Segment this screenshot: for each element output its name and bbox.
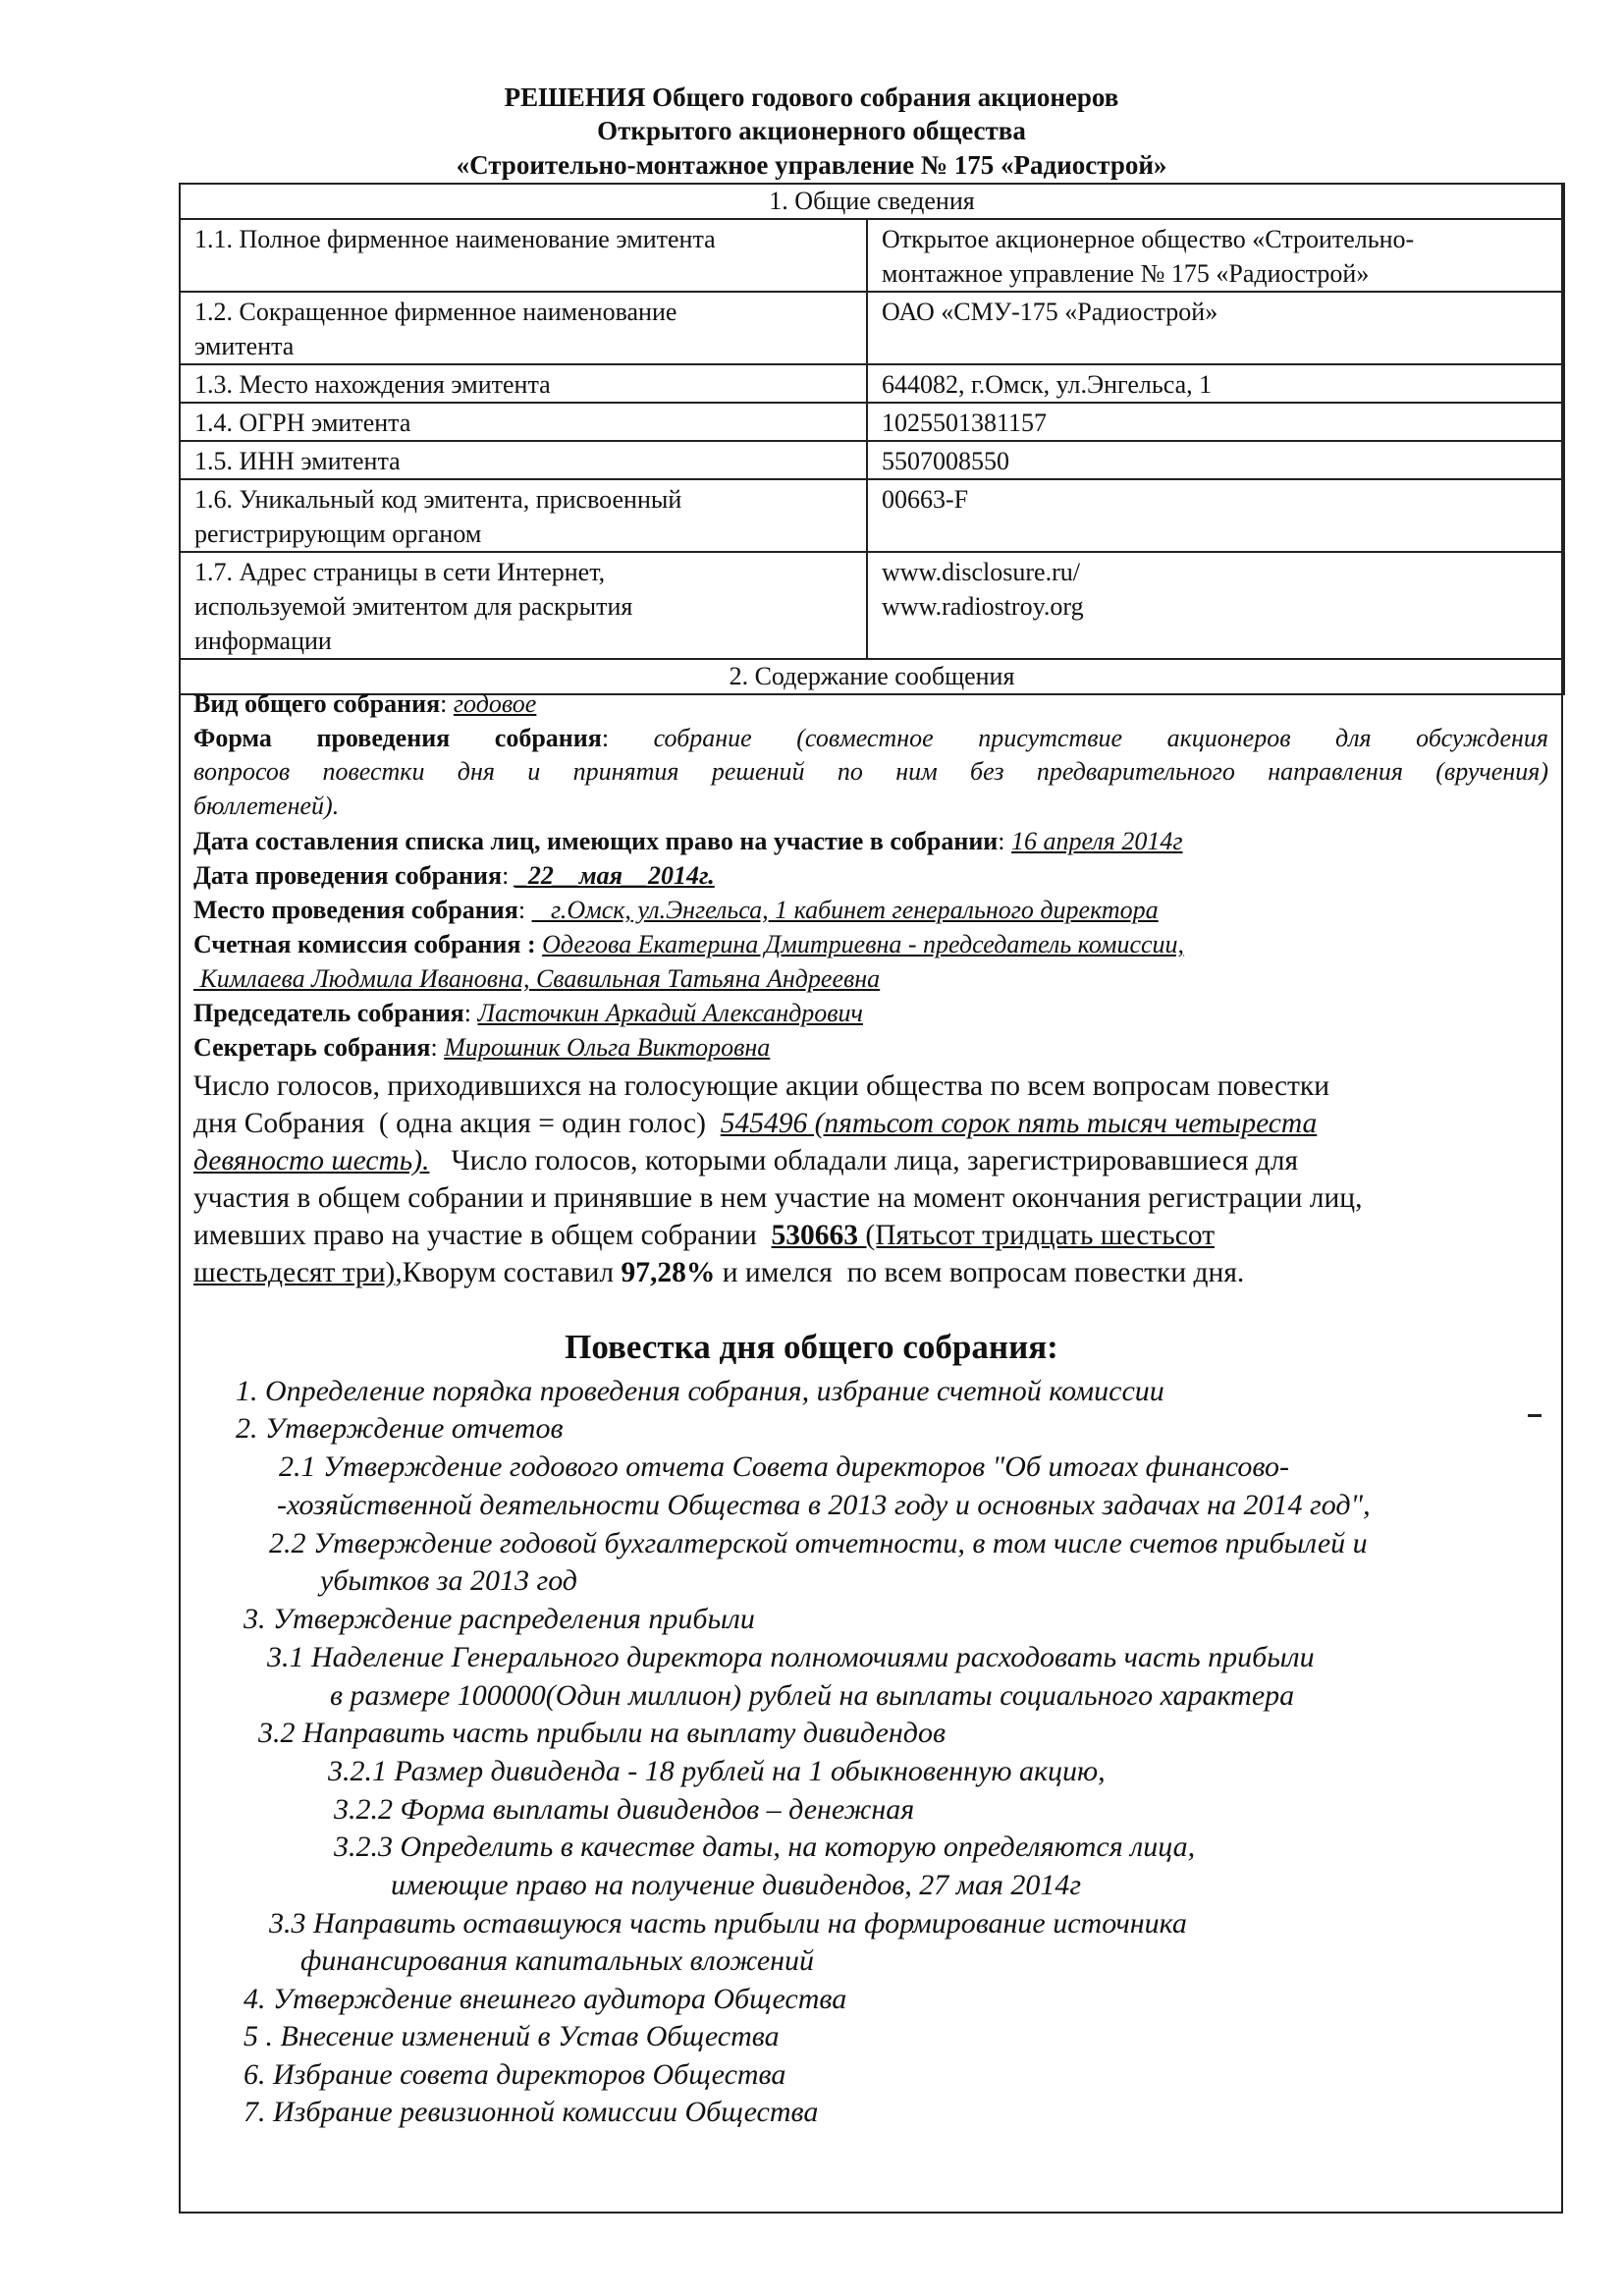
agenda-item-3-2-2: 3.2.2 Форма выплаты дивидендов – денежная <box>334 1793 915 1826</box>
list-date: Дата составления списка лиц, имеющих право на участие в собрании: 16 апреля 2014г <box>193 827 1183 855</box>
general-info-table <box>179 183 1565 695</box>
info-row-value <box>867 292 1564 364</box>
info-row-label <box>180 364 867 403</box>
counting-commission-value-1: Одегова Екатерина Дмитриевна - председатель комиссии, <box>542 930 1185 958</box>
info-row <box>180 403 1564 441</box>
info-value-line: монтажное управление № 175 «Радиострой» <box>882 259 1370 288</box>
info-row <box>180 364 1564 403</box>
agenda-item-7: 7. Избрание ревизионной комиссии Общества <box>243 2096 819 2128</box>
quorum-value: 97,28% <box>621 1257 716 1288</box>
info-row-label <box>180 441 867 479</box>
document-subtitle-company-name: «Строительно-монтажное управление № 175 «Радиострой» <box>456 150 1167 180</box>
info-label-line: 1.6. Уникальный код эмитента, присвоенный <box>194 485 682 514</box>
meeting-date-value: _22__мая__2014г. <box>514 861 715 890</box>
info-row <box>180 552 1564 659</box>
info-row-label <box>180 292 867 364</box>
votes-line-3 <box>193 1144 1298 1177</box>
total-votes-words-end: девяносто шесть). <box>193 1145 430 1176</box>
section-2-title: 2. Содержание сообщения <box>180 659 1564 694</box>
margin-mark <box>1528 1414 1542 1417</box>
meeting-place-label: Место проведения собрания <box>193 896 518 924</box>
quorum-label: ,Кворум составил <box>395 1257 622 1288</box>
meeting-type-label: Вид общего собрания <box>193 689 441 718</box>
info-value-line: 00663-F <box>882 485 969 514</box>
votes-line-1: Число голосов, приходившихся на голосующие акции общества по всем вопросам повестки <box>193 1070 1330 1102</box>
info-row-value <box>867 219 1564 292</box>
section-1-title: 1. Общие сведения <box>180 184 1564 219</box>
total-votes-value: 545496 (пятьсот сорок пять тысяч четыреста <box>720 1108 1318 1139</box>
registered-votes-words-end: шестьдесят три) <box>193 1257 396 1288</box>
meeting-place: Место проведения собрания: г.Омск, ул.Энгельса, 1 кабинет генерального директора <box>193 896 1159 924</box>
document-subtitle-company-type: Открытого акционерного общества <box>597 116 1026 145</box>
info-value-line: ОАО «СМУ-175 «Радиострой» <box>882 298 1218 326</box>
info-row-value <box>867 441 1564 479</box>
info-value-line: 5507008550 <box>882 447 1009 475</box>
agenda-item-2-2: 2.2 Утверждение годовой бухгалтерской отчетности, в том числе счетов прибылей и <box>269 1527 1368 1559</box>
votes-line-4: участия в общем собрании и принявшие в нем участие на момент окончания регистрации лиц, <box>193 1182 1363 1214</box>
agenda-item-6: 6. Избрание совета директоров Общества <box>243 2058 786 2091</box>
agenda-item-3-2-3-cont: имеющие право на получение дивидендов, 27 мая 2014г <box>391 1869 1082 1901</box>
meeting-type-value: годовое <box>453 689 537 718</box>
info-row-value <box>867 552 1564 659</box>
counting-commission-label: Счетная комиссия собрания : <box>193 930 536 958</box>
meeting-date: Дата проведения собрания: _22__мая__2014г. <box>193 861 715 890</box>
agenda-item-3-2-1: 3.2.1 Размер дивиденда - 18 рублей на 1 обыкновенную акцию, <box>328 1755 1106 1787</box>
votes-line-2-text: дня Собрания ( одна акция = один голос) <box>193 1108 721 1139</box>
agenda-item-1: 1. Определение порядка проведения собрания, избрание счетной комиссии <box>236 1375 1164 1407</box>
votes-line-5 <box>193 1219 1215 1252</box>
info-label-line: 1.7. Адрес страницы в сети Интернет, <box>194 558 606 586</box>
chairman-label: Председатель собрания <box>193 999 464 1027</box>
secretary-label: Секретарь собрания <box>193 1033 431 1062</box>
info-value-line: 644082, г.Омск, ул.Энгельса, 1 <box>882 370 1213 399</box>
info-label-line: эмитента <box>194 332 295 360</box>
agenda-item-2-2-cont: убытков за 2013 год <box>320 1564 577 1597</box>
info-row-value <box>867 403 1564 441</box>
info-row-label <box>180 479 867 552</box>
info-label-line: 1.3. Место нахождения эмитента <box>194 370 551 399</box>
agenda-item-4: 4. Утверждение внешнего аудитора Общества <box>243 1983 847 2015</box>
registered-votes-value: 530663 <box>771 1220 858 1251</box>
votes-line-2 <box>193 1107 1317 1140</box>
list-date-label: Дата составления списка лиц, имеющих право на участие в собрании <box>193 827 999 855</box>
meeting-form: Форма проведения собрания: собрание (совместное присутствие акционеров для обсуждения <box>193 724 1548 752</box>
agenda-item-2-1: 2.1 Утверждение годового отчета Совета директоров "Об итогах финансово- <box>279 1450 1289 1483</box>
registered-votes-words: (Пятьсот тридцать шестьсот <box>858 1220 1216 1251</box>
info-label-line: регистрирующим органом <box>194 519 482 548</box>
info-row-value <box>867 479 1564 552</box>
agenda-item-3-2: 3.2 Направить часть прибыли на выплату дивидендов <box>258 1717 946 1749</box>
agenda-item-3-1: 3.1 Наделение Генерального директора полномочиями расходовать часть прибыли <box>267 1641 1315 1673</box>
agenda-item-3-3: 3.3 Направить оставшуюся часть прибыли на формирование источника <box>269 1907 1187 1940</box>
agenda-item-3: 3. Утверждение распределения прибыли <box>243 1603 755 1635</box>
counting-commission-line-2 <box>193 962 880 996</box>
meeting-form-label: Форма проведения собрания <box>193 724 602 752</box>
info-label-line: 1.5. ИНН эмитента <box>194 447 401 475</box>
agenda-item-2-1-cont: -хозяйственной деятельности Общества в 2013 году и основных задачах на 2014 год", <box>277 1489 1371 1521</box>
info-row <box>180 441 1564 479</box>
votes-line-5-text: имевших право на участие в общем собрании <box>193 1220 772 1251</box>
secretary: Секретарь собрания: Мирошник Ольга Викторовна <box>193 1033 771 1062</box>
info-label-line: 1.1. Полное фирменное наименование эмитента <box>194 225 716 253</box>
list-date-value: 16 апреля 2014г <box>1011 827 1183 855</box>
info-value-line: Открытое акционерное общество «Строительно- <box>882 225 1415 253</box>
meeting-place-value: г.Омск, ул.Энгельса, 1 кабинет генерального директора <box>531 896 1159 924</box>
meeting-type: Вид общего собрания: годовое <box>193 689 537 718</box>
agenda-item-2: 2. Утверждение отчетов <box>236 1412 564 1445</box>
info-row <box>180 219 1564 292</box>
meeting-form-value-3: бюллетеней). <box>193 792 340 820</box>
info-value-line: 1025501381157 <box>882 409 1048 437</box>
document-title: РЕШЕНИЯ Общего годового собрания акционеров <box>504 82 1119 112</box>
info-value-line: www.disclosure.ru/ <box>882 558 1080 586</box>
info-value-line: www.radiostroy.org <box>882 592 1084 621</box>
agenda-item-3-3-cont: финансирования капитальных вложений <box>300 1944 815 1977</box>
info-label-line: используемой эмитентом для раскрытия <box>194 592 633 621</box>
meeting-form-value-2: вопросов повестки дня и принятия решений по ним без предварительного направления (вручения) <box>193 757 1548 786</box>
info-label-line: информации <box>194 627 332 655</box>
info-row-label <box>180 552 867 659</box>
info-label-line: 1.2. Сокращенное фирменное наименование <box>194 298 677 326</box>
quorum-text: и имелся по всем вопросам повестки дня. <box>715 1257 1245 1288</box>
agenda-item-3-2-3: 3.2.3 Определить в качестве даты, на которую определяются лица, <box>334 1831 1196 1863</box>
votes-line-3-text: Число голосов, которыми обладали лица, зарегистрировавшиеся для <box>429 1145 1299 1176</box>
info-label-line: 1.4. ОГРН эмитента <box>194 409 411 437</box>
meeting-date-label: Дата проведения собрания <box>193 861 503 890</box>
counting-commission <box>193 928 1184 961</box>
agenda-title: Повестка дня общего собрания: <box>565 1328 1058 1366</box>
agenda-item-5: 5 . Внесение изменений в Устав Общества <box>243 2020 780 2052</box>
info-row-label <box>180 403 867 441</box>
agenda-item-3-1-cont: в размере 100000(Один миллион) рублей на выплаты социального характера <box>330 1679 1295 1712</box>
chairman-value: Ласточкин Аркадий Александрович <box>477 999 863 1027</box>
info-row <box>180 479 1564 552</box>
chairman: Председатель собрания: Ласточкин Аркадий Александрович <box>193 999 863 1027</box>
info-row-value <box>867 364 1564 403</box>
counting-commission-value-2: Кимлаева Людмила Ивановна, Свавильная Татьяна Андреевна <box>193 964 881 993</box>
votes-line-6 <box>193 1256 1244 1289</box>
info-row-label <box>180 219 867 292</box>
meeting-form-value-1: собрание (совместное присутствие акционеров для обсуждения <box>653 724 1548 752</box>
secretary-value: Мирошник Ольга Викторовна <box>444 1033 771 1062</box>
info-row <box>180 292 1564 364</box>
